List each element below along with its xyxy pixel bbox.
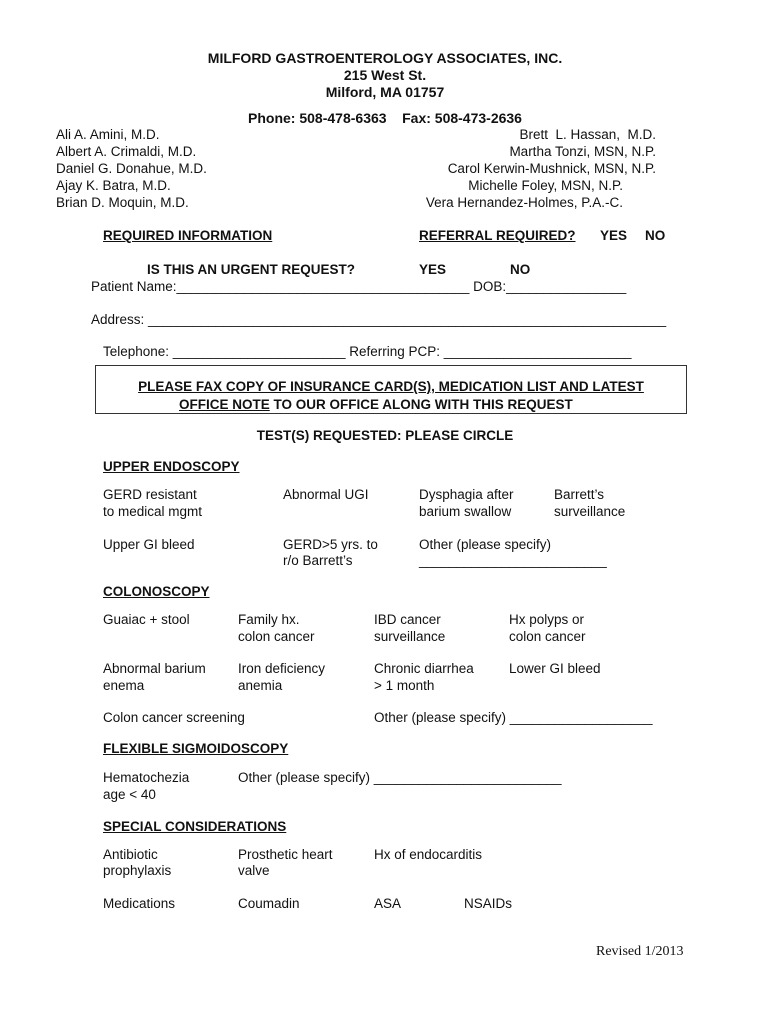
option-line: surveillance xyxy=(554,504,626,519)
option-line: GERD resistant xyxy=(103,487,197,502)
option-line: GERD>5 yrs. to xyxy=(283,537,378,552)
fax-notice-line-2 xyxy=(179,396,573,413)
org-city: Milford, MA 01757 xyxy=(325,84,445,100)
option-line: barium swallow xyxy=(419,504,512,519)
option-line: colon cancer xyxy=(509,629,586,644)
patient-name-dob-field[interactable]: Patient Name:_______________________________________ DOB:________________ xyxy=(91,279,627,294)
physician-name: Michelle Foley, MSN, N.P. xyxy=(468,178,623,193)
option-hx-endocarditis[interactable]: Hx of endocarditis xyxy=(374,847,483,862)
option-line: Chronic diarrhea xyxy=(374,661,474,676)
physician-name: Albert A. Crimaldi, M.D. xyxy=(56,144,197,159)
option-line: Hematochezia xyxy=(103,770,190,785)
upper-endoscopy-heading: UPPER ENDOSCOPY xyxy=(103,459,240,474)
option-line: anemia xyxy=(238,678,283,693)
option-line: Family hx. xyxy=(238,612,300,627)
option-line: valve xyxy=(238,863,270,878)
urgent-no-option[interactable]: NO xyxy=(510,262,531,277)
option-lower-gi-bleed[interactable]: Lower GI bleed xyxy=(509,661,601,676)
referral-yes-option[interactable]: YES xyxy=(600,228,628,243)
org-phone-fax: Phone: 508-478-6363 Fax: 508-473-2636 xyxy=(248,110,522,126)
physician-name: Brian D. Moquin, M.D. xyxy=(56,195,189,210)
option-coumadin[interactable]: Coumadin xyxy=(238,896,300,911)
tests-requested-heading: TEST(S) REQUESTED: PLEASE CIRCLE xyxy=(256,428,514,443)
fax-notice-line-1: PLEASE FAX COPY OF INSURANCE CARD(S), MEDICATION LIST AND LATEST xyxy=(138,379,644,394)
option-line: Abnormal barium xyxy=(103,661,206,676)
option-abnormal-ugi[interactable]: Abnormal UGI xyxy=(283,487,369,502)
referral-no-option[interactable]: NO xyxy=(645,228,666,243)
option-asa[interactable]: ASA xyxy=(374,896,402,911)
physician-name: Carol Kerwin-Mushnick, MSN, N.P. xyxy=(447,161,656,176)
physician-name: Daniel G. Donahue, M.D. xyxy=(56,161,207,176)
physician-name: Martha Tonzi, MSN, N.P. xyxy=(509,144,656,159)
required-info-heading: REQUIRED INFORMATION xyxy=(103,228,273,243)
medications-label: Medications xyxy=(103,896,176,911)
option-upper-gi-bleed[interactable]: Upper GI bleed xyxy=(103,537,195,552)
fax-notice-rest-text: TO OUR OFFICE ALONG WITH THIS REQUEST xyxy=(269,397,573,412)
physician-name: Brett L. Hassan, M.D. xyxy=(519,127,656,142)
org-street: 215 West St. xyxy=(343,67,427,83)
physician-name: Ajay K. Batra, M.D. xyxy=(56,178,171,193)
colonoscopy-heading: COLONOSCOPY xyxy=(103,584,210,599)
option-line: IBD cancer xyxy=(374,612,441,627)
option-colon-cancer-screening[interactable]: Colon cancer screening xyxy=(103,710,245,725)
option-colonoscopy-other[interactable]: Other (please specify) ___________________ xyxy=(374,710,653,725)
org-name: MILFORD GASTROENTEROLOGY ASSOCIATES, INC. xyxy=(207,50,563,66)
urgent-request-label: IS THIS AN URGENT REQUEST? xyxy=(147,262,356,277)
urgent-yes-option[interactable]: YES xyxy=(419,262,447,277)
option-nsaids[interactable]: NSAIDs xyxy=(464,896,513,911)
address-field[interactable]: Address: _____________________________________________________________________ xyxy=(91,312,667,327)
option-guaiac-stool[interactable]: Guaiac + stool xyxy=(103,612,190,627)
option-line: Hx polyps or xyxy=(509,612,585,627)
option-line: Antibiotic xyxy=(103,847,158,862)
option-sigmoidoscopy-other[interactable]: Other (please specify) _________________________ xyxy=(238,770,562,785)
option-line: Barrett’s xyxy=(554,487,605,502)
option-line: to medical mgmt xyxy=(103,504,203,519)
option-line: _________________________ xyxy=(419,553,607,568)
revised-date: Revised 1/2013 xyxy=(596,944,684,959)
sigmoidoscopy-heading: FLEXIBLE SIGMOIDOSCOPY xyxy=(103,741,289,756)
option-line: surveillance xyxy=(374,629,446,644)
option-line: Other (please specify) xyxy=(419,537,552,552)
option-line: Prosthetic heart xyxy=(238,847,333,862)
option-line: enema xyxy=(103,678,145,693)
physician-name: Vera Hernandez-Holmes, P.A.-C. xyxy=(425,195,623,210)
telephone-pcp-field[interactable]: Telephone: _______________________ Referring PCP: _________________________ xyxy=(103,344,632,359)
office-note-text: OFFICE NOTE xyxy=(179,397,270,412)
option-line: age < 40 xyxy=(103,787,156,802)
option-line: r/o Barrett’s xyxy=(283,553,353,568)
option-line: prophylaxis xyxy=(103,863,172,878)
physician-name: Ali A. Amini, M.D. xyxy=(56,127,160,142)
option-line: colon cancer xyxy=(238,629,315,644)
special-considerations-heading: SPECIAL CONSIDERATIONS xyxy=(103,819,287,834)
option-line: > 1 month xyxy=(374,678,435,693)
option-line: Dysphagia after xyxy=(419,487,514,502)
referral-required-label: REFERRAL REQUIRED? xyxy=(419,228,576,243)
option-line: Iron deficiency xyxy=(238,661,326,676)
